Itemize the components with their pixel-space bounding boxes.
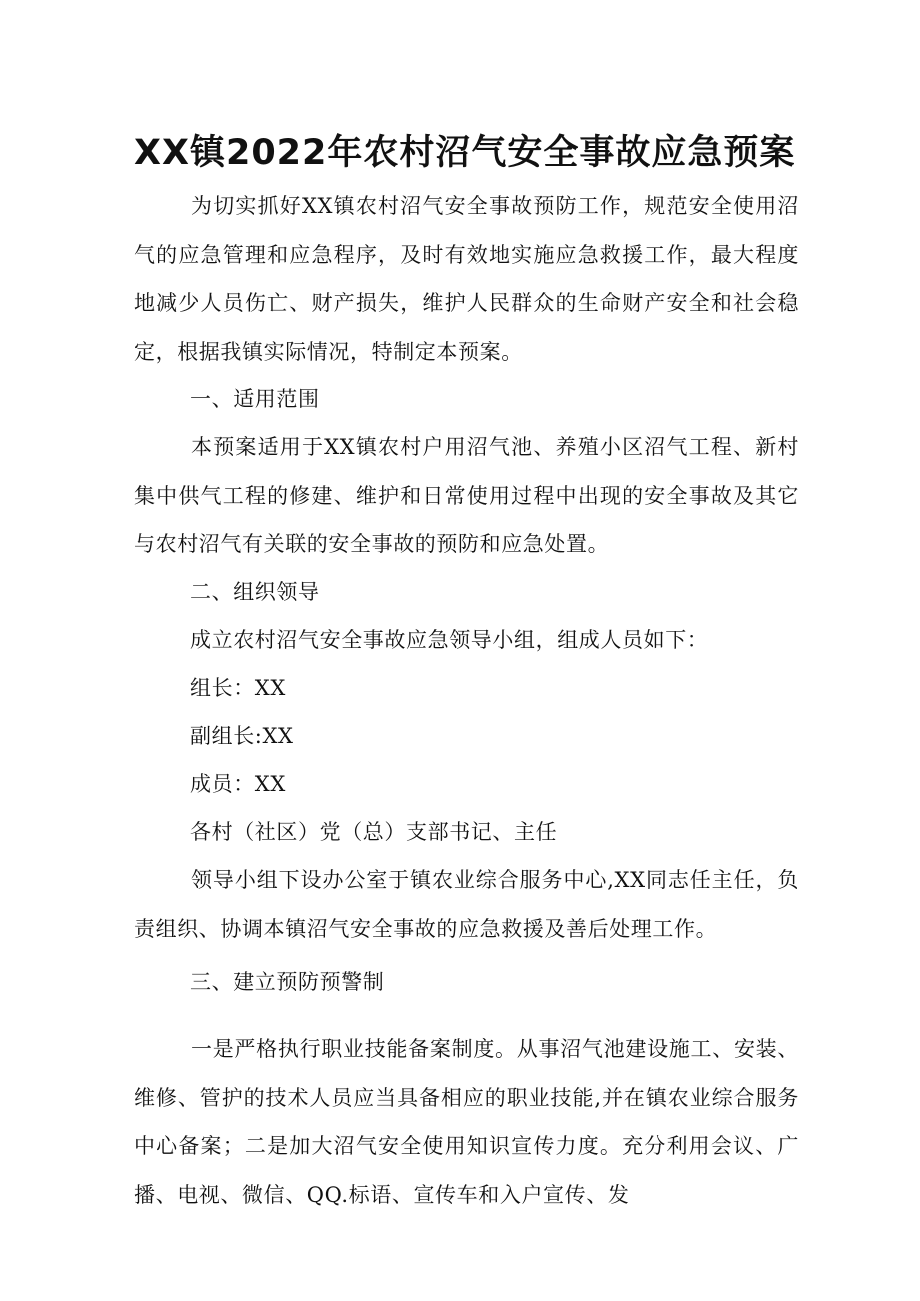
group-members: 成员：XX bbox=[190, 772, 286, 796]
section-heading-scope: 一、适用范围 bbox=[190, 387, 320, 411]
intro-paragraph: 为切实抓好XX镇农村沼气安全事故预防工作，规范安全使用沼气的应急管理和应急程序，及时有效地实施应急救援工作，最大程度地减少人员伤亡、财产损失，维护人民群众的生命财产安全和社会稳定，根据我镇实际情况，特制定本预案。 bbox=[134, 194, 799, 364]
organization-intro: 成立农村沼气安全事故应急领导小组，组成人员如下： bbox=[190, 628, 709, 652]
branch-secretaries: 各村（社区）党（总）支部书记、主任 bbox=[190, 820, 558, 844]
document-title: XX镇2022年农村沼气安全事故应急预案 bbox=[134, 133, 796, 173]
group-leader: 组长：XX bbox=[190, 676, 286, 700]
section-heading-prevention: 三、建立预防预警制 bbox=[190, 970, 385, 994]
office-paragraph: 领导小组下设办公室于镇农业综合服务中心,XX同志任主任，负责组织、协调本镇沼气安全事故的应急救援及善后处理工作。 bbox=[134, 868, 799, 941]
section-heading-organization: 二、组织领导 bbox=[190, 580, 320, 604]
prevention-paragraph: 一是严格执行职业技能备案制度。从事沼气池建设施工、安装、维修、管护的技术人员应当具备相应的职业技能,并在镇农业综合服务中心备案；二是加大沼气安全使用知识宣传力度。充分利用会议、广播、电视、微信、QQ.标语、宣传车和入户宣传、发 bbox=[134, 1037, 799, 1207]
scope-paragraph: 本预案适用于XX镇农村户用沼气池、养殖小区沼气工程、新村集中供气工程的修建、维护和日常使用过程中出现的安全事故及其它与农村沼气有关联的安全事故的预防和应急处置。 bbox=[134, 435, 799, 556]
deputy-group-leader: 副组长:XX bbox=[190, 724, 294, 748]
